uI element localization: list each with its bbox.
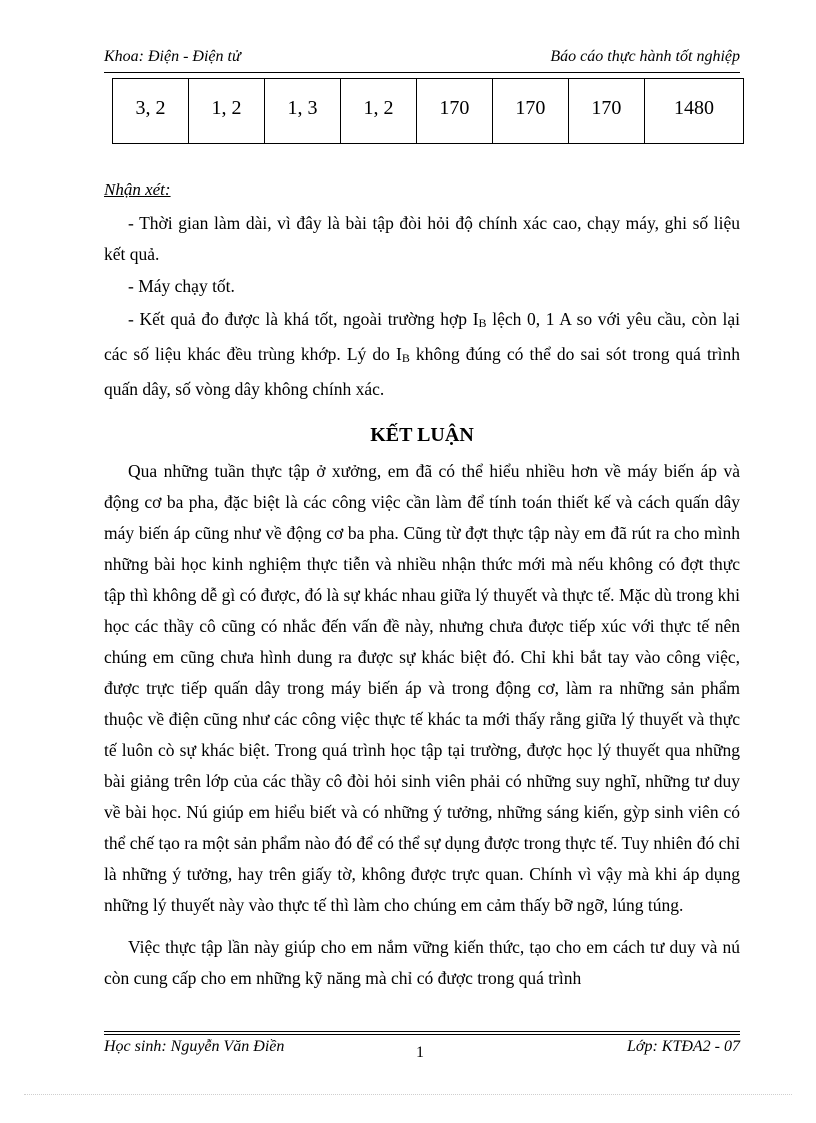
header-department: Khoa: Điện - Điện tử [104, 48, 241, 65]
table-cell: 3, 2 [113, 79, 189, 144]
footer-class: Lớp: KTĐA2 - 07 [627, 1038, 740, 1055]
table-cell: 1480 [644, 79, 743, 144]
table-row [113, 79, 744, 144]
remark-item-3 [104, 304, 740, 405]
conclusion-paragraph-2: Việc thực tập lần này giúp cho em nắm vững kiến thức, tạo cho em cách tư duy và nú còn cung cấp cho em những kỹ năng mà chỉ có được trong quá trình [104, 937, 740, 988]
table-cell: 1, 2 [340, 79, 416, 144]
table-cell: 1, 2 [188, 79, 264, 144]
remark-item-1: - Thời gian làm dài, vì đây là bài tập đòi hỏi độ chính xác cao, chạy máy, ghi số liệu kết quả. [104, 213, 740, 264]
remark-item-2: - Máy chạy tốt. [128, 276, 235, 296]
remark-item-3-part-b: lệch 0, 1 A so với yêu cầu, còn lại các số liệu khác đều trùng khớp. Lý do I [104, 309, 740, 364]
table-cell: 1, 3 [264, 79, 340, 144]
page-footer [104, 1038, 740, 1062]
conclusion-heading: KẾT LUẬN [370, 424, 474, 446]
footer-student-name: Học sinh: Nguyễn Văn Điền [104, 1038, 285, 1055]
remarks-label: Nhận xét: [104, 180, 171, 199]
remark-item-3-part-c: không đúng có thể do sai sót trong quá trình quấn dây, số vòng dây không chính xác. [104, 344, 740, 399]
results-table [112, 78, 744, 144]
page-header [104, 48, 740, 72]
remark-item-3-part-a: - Kết quả đo được là khá tốt, ngoài trường hợp I [128, 309, 479, 329]
remark-item-3-subscript-2: B [401, 351, 410, 365]
page-boundary [24, 1094, 792, 1095]
header-report-title: Báo cáo thực hành tốt nghiệp [550, 48, 740, 65]
table-cell: 170 [416, 79, 492, 144]
table-cell: 170 [492, 79, 568, 144]
conclusion-paragraph-1: Qua những tuần thực tập ở xưởng, em đã có thể hiểu nhiều hơn về máy biến áp và động cơ ba pha, đặc biệt là các công việc cần làm để tính toán thiết kế và cách quấn dây máy biến áp cũng như về động cơ ba pha. Cũng từ đợt thực tập này em đã rút ra cho mình những bài học kinh nghiệm thực tiễn và nhiều nhận thức mới mà nếu không có đợt thực tập thì không dễ gì có được, đó là sự khác nhau giữa lý thuyết và thực tế. Mặc dù trong khi học các thầy cô cũng có nhắc đến vấn đề này, nhưng chưa được tiếp xúc với thực tế nên chúng em cũng chưa hình dung ra được sự khác biệt đó. Chỉ khi bắt tay vào công việc, được trực tiếp quấn dây trong máy biến áp và trong động cơ, làm ra những sản phẩm thuộc về điện cũng như các công việc thực tế khác ta mới thấy rằng giữa lý thuyết và thực tế luôn cò sự khác biệt. Trong quá trình học tập tại trường, được học lý thuyết qua những bài giảng trên lớp của các thầy cô đòi hỏi sinh viên phải có những suy nghĩ, những tư duy về bài học. Nú giúp em hiểu biết và có những ý tưởng, những sáng kiến, gỳp sinh viên có thể chế tạo ra một sản phẩm nào đó để có thể sự dụng được trong thực tế. Tuy nhiên đó chỉ là những ý tưởng, hay trên giấy tờ, không được trực quan. Chính vì vậy mà khi áp dụng những lý thuyết này vào thực tế thì làm cho chúng em cảm thấy bỡ ngỡ, lúng túng. [104, 461, 740, 915]
footer-divider-double [104, 1034, 740, 1035]
footer-divider [104, 1031, 740, 1032]
remark-item-3-subscript-1: B [478, 316, 487, 330]
page-number: 1 [416, 1044, 424, 1061]
table-cell: 170 [568, 79, 644, 144]
header-divider [104, 72, 740, 73]
